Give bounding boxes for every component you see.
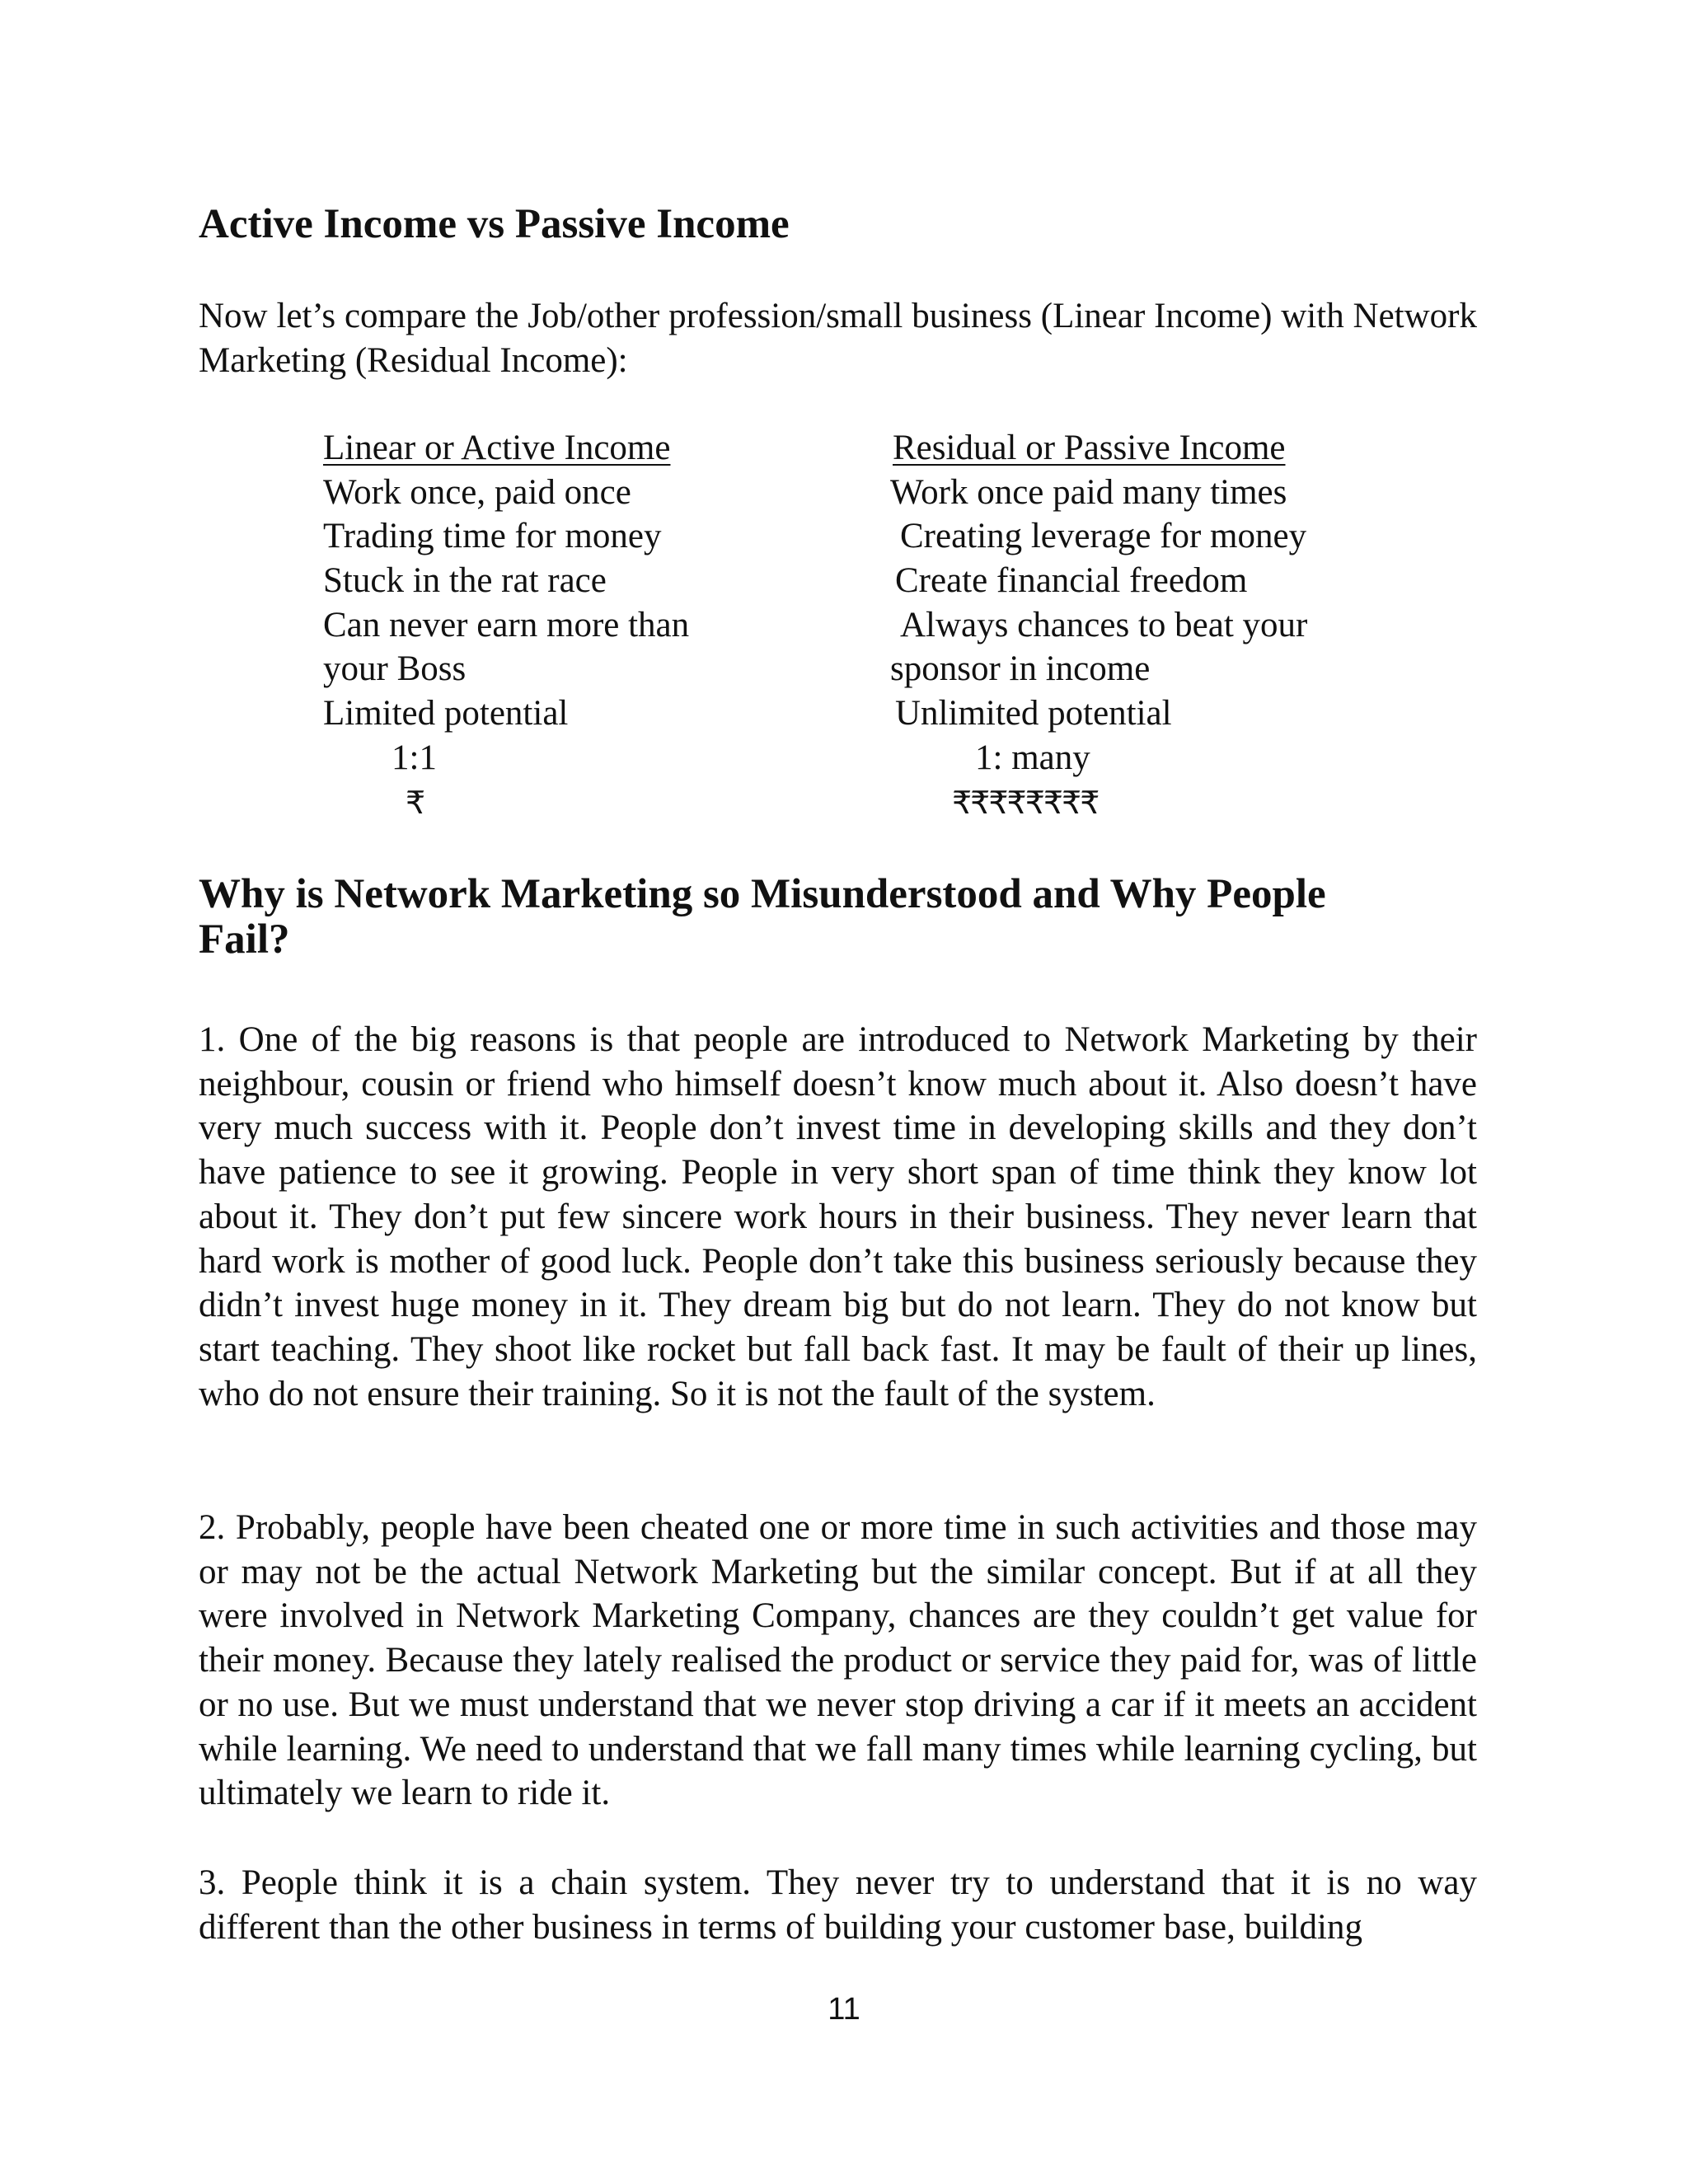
reason-paragraph-1: 1. One of the big reasons is that people are introduced to Network Marketing by their neighbour, cousin or friend who himself doesn’t know much about it. Also doesn’t have very much success with it. People don’t invest time in developing skills and they don’t have patience to see it growing. People in very short span of time think they know lot about it. They don’t put few sincere work hours in their business. They never learn that hard work is mother of good luck. People don’t take this business seriously because they didn’t invest huge money in it. They dream big but do not learn. They do not know but start teaching. They shoot like rocket but fall back fast. It may be fault of their up lines, who do not ensure their training. So it is not the fault of the system. (199, 1020, 1477, 1413)
comparison-column-linear (323, 426, 689, 824)
page-number: 11 (828, 1992, 860, 2027)
section-heading-line: Why is Network Marketing so Misunderstood and Why People (199, 871, 1326, 917)
comparison-right-header: Residual or Passive Income (893, 429, 1286, 467)
comparison-right-item: Create financial freedom (895, 561, 1248, 601)
section-heading-line: Fail? (199, 916, 290, 963)
comparison-left-item: your Boss (323, 649, 467, 689)
comparison-right-item: Creating leverage for money (900, 517, 1307, 556)
comparison-left-item: Can never earn more than (323, 605, 690, 644)
comparison-left-item: Limited potential (323, 694, 569, 733)
intro-paragraph: Now let’s compare the Job/other profession/small business (Linear Income) with Network Marketing (Residual Income): (199, 297, 1477, 380)
comparison-right-rupees: ₹₹₹₹₹₹₹₹ (952, 784, 1099, 821)
reason-paragraph-2: 2. Probably, people have been cheated one or more time in such activities and those may or may not be the actual Network Marketing but the similar concept. But if at all they were involved in Network Marketing Company, chances are they couldn’t get value for their money. Because they lately realised the product or service they paid for, was of little or no use. But we must understand that we never stop driving a car if it meets an accident while learning. We need to understand that we fall many times while learning cycling, but ultimately we learn to ride it. (199, 1508, 1477, 1813)
comparison-left-header: Linear or Active Income (323, 429, 671, 467)
reason-paragraph-3: 3. People think it is a chain system. They never try to understand that it is no way different than the other business in terms of building your customer base, building (199, 1863, 1477, 1947)
section-heading-misunderstood (199, 872, 1326, 963)
comparison-right-item: Unlimited potential (895, 694, 1172, 733)
comparison-right-item: Always chances to beat your (900, 605, 1308, 644)
comparison-left-item: Stuck in the rat race (323, 561, 607, 601)
comparison-right-ratio: 1: many (975, 738, 1090, 777)
comparison-column-residual (890, 426, 1307, 824)
comparison-right-item: Work once paid many times (890, 472, 1287, 512)
comparison-left-rupee: ₹ (406, 784, 426, 821)
comparison-left-ratio: 1:1 (392, 738, 437, 777)
comparison-left-item: Work once, paid once (323, 472, 631, 512)
comparison-right-item: sponsor in income (890, 649, 1151, 689)
comparison-left-item: Trading time for money (323, 517, 662, 556)
section-heading-active-passive: Active Income vs Passive Income (199, 201, 790, 247)
